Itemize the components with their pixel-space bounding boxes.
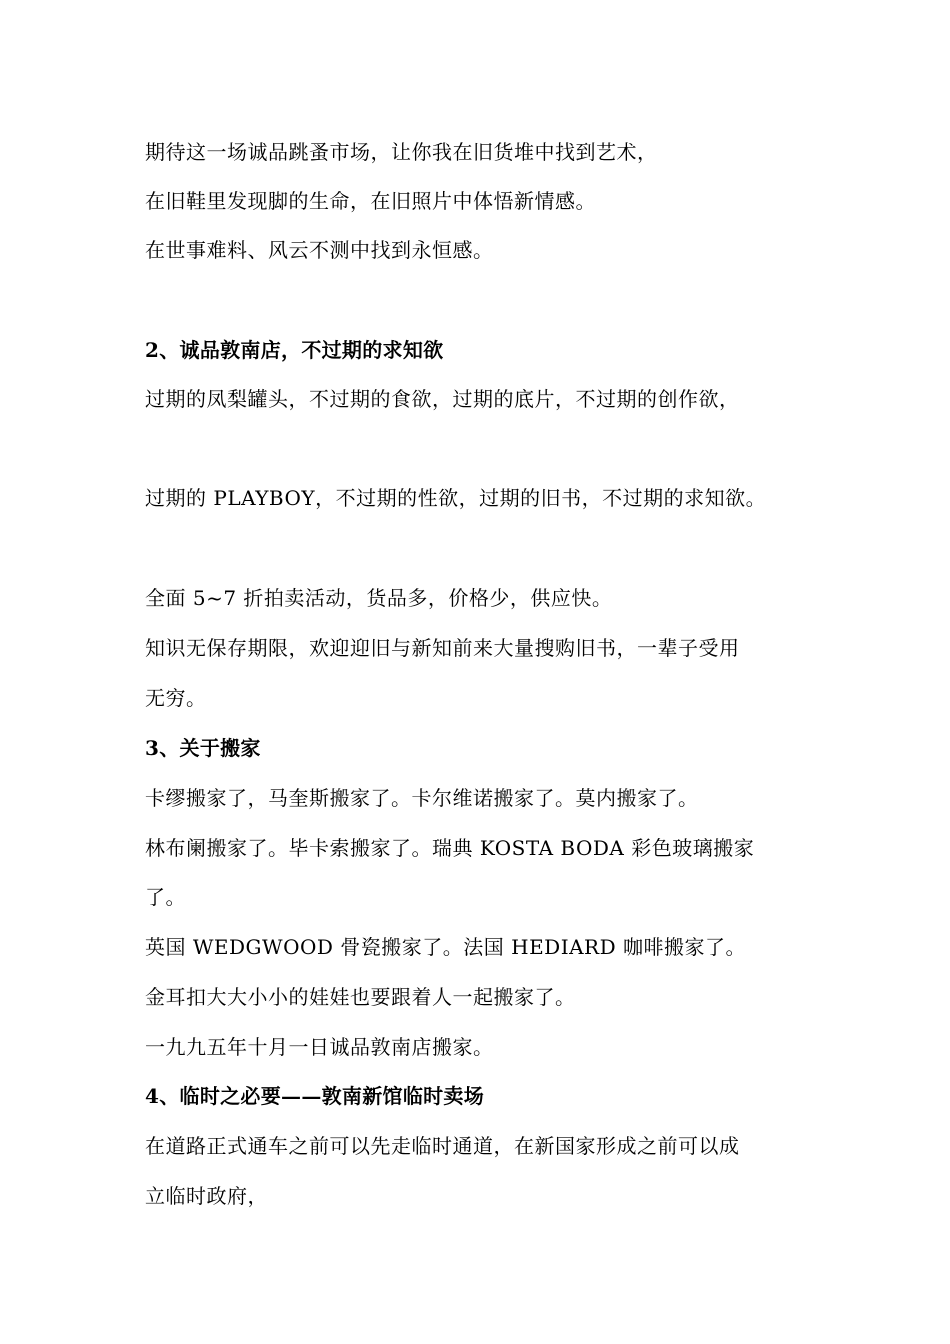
section-4-line-1: 在道路正式通车之前可以先走临时通道，在新国家形成之前可以成 bbox=[145, 1134, 740, 1158]
section-2-line-1: 过期的凤梨罐头，不过期的食欲，过期的底片，不过期的创作欲， bbox=[145, 387, 740, 411]
section-4-heading: 4、临时之必要——敦南新馆临时卖场 bbox=[145, 1084, 485, 1108]
section-3-line-5: 金耳扣大大小小的娃娃也要跟着人一起搬家了。 bbox=[145, 985, 576, 1009]
section-2-line-3: 全面 5~7 折拍卖活动，货品多，价格少，供应快。 bbox=[145, 586, 613, 610]
intro-line-1: 期待这一场诚品跳蚤市场，让你我在旧货堆中找到艺术， bbox=[145, 140, 658, 164]
section-2-heading: 2、诚品敦南店，不过期的求知欲 bbox=[145, 338, 444, 362]
section-3-line-2: 林布阑搬家了。毕卡索搬家了。瑞典 KOSTA BODA 彩色玻璃搬家 bbox=[145, 836, 755, 860]
section-2-line-2: 过期的 PLAYBOY，不过期的性欲，过期的旧书，不过期的求知欲。 bbox=[145, 486, 767, 510]
section-3-line-4: 英国 WEDGWOOD 骨瓷搬家了。法国 HEDIARD 咖啡搬家了。 bbox=[145, 935, 746, 959]
intro-line-3: 在世事难料、风云不测中找到永恒感。 bbox=[145, 238, 494, 262]
section-2-line-5: 无穷。 bbox=[145, 686, 207, 710]
section-2-line-4: 知识无保存期限，欢迎迎旧与新知前来大量搜购旧书，一辈子受用 bbox=[145, 636, 740, 660]
section-3-line-1: 卡缪搬家了，马奎斯搬家了。卡尔维诺搬家了。莫内搬家了。 bbox=[145, 786, 699, 810]
section-4-line-2: 立临时政府， bbox=[145, 1184, 268, 1208]
section-3-line-6: 一九九五年十月一日诚品敦南店搬家。 bbox=[145, 1035, 494, 1059]
section-3-line-3: 了。 bbox=[145, 885, 186, 909]
section-3-heading: 3、关于搬家 bbox=[145, 736, 261, 760]
intro-line-2: 在旧鞋里发现脚的生命，在旧照片中体悟新情感。 bbox=[145, 189, 596, 213]
